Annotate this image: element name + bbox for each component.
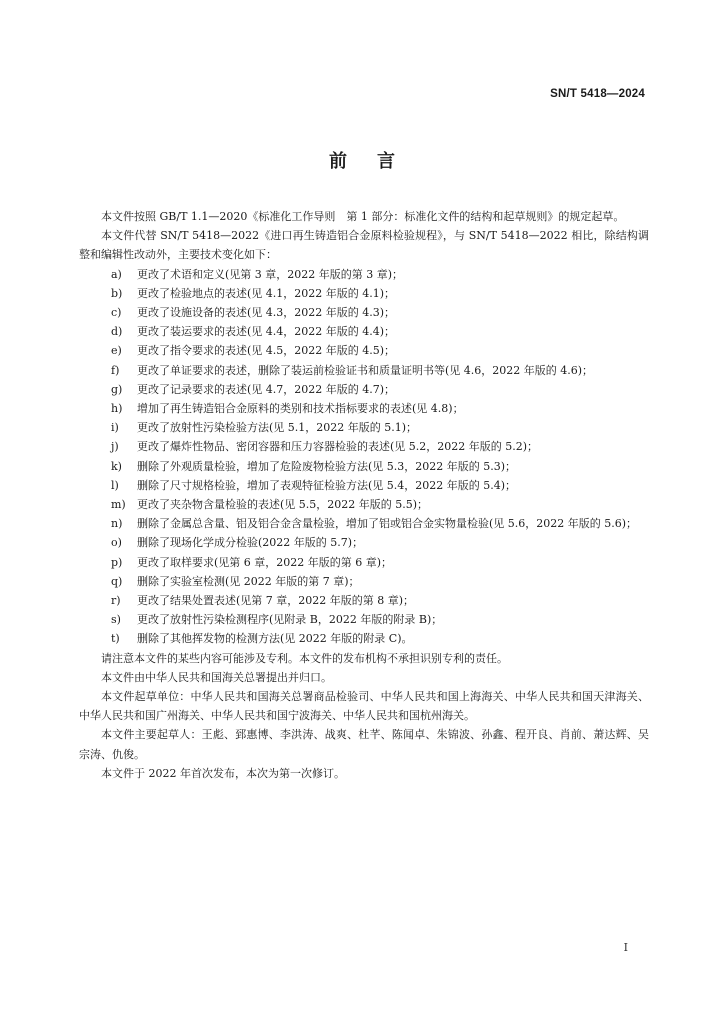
intro-paragraph-drafting-rules: 本文件按照 GB/T 1.1—2020《标准化工作导则 第 1 部分：标准化文件的结构和起草规则》的规定起草。 <box>101 210 625 223</box>
drafting-units: 本文件起草单位：中华人民共和国海关总署商品检验司、中华人民共和国上海海关、中华人民共和国天津海关、中华人民共和国广州海关、中华人民共和国宁波海关、中华人民共和国杭州海关。 <box>79 690 649 723</box>
list-item <box>79 533 649 552</box>
list-item-text: 删除了实验室检测(见 2022 年版的第 7 章)； <box>137 574 360 588</box>
list-item <box>79 437 649 456</box>
revision-history: 本文件于 2022 年首次发布，本次为第一次修订。 <box>101 766 345 780</box>
list-item <box>79 341 649 360</box>
list-item <box>79 457 649 476</box>
list-marker: a) <box>111 267 122 281</box>
list-marker: m) <box>111 498 126 512</box>
list-item-text: 更改了术语和定义(见第 3 章，2022 年版的第 3 章)； <box>137 267 404 281</box>
list-marker: n) <box>111 517 123 531</box>
list-item <box>79 418 649 437</box>
list-item-text: 更改了取样要求(见第 6 章，2022 年版的第 6 章)； <box>137 555 393 569</box>
list-item-text: 更改了设施设备的表述(见 4.3，2022 年版的 4.3)； <box>137 306 396 320</box>
page-number: I <box>623 941 628 954</box>
list-item <box>79 380 649 399</box>
list-marker: g) <box>111 382 123 396</box>
list-marker: h) <box>111 402 123 416</box>
technical-changes-list <box>79 265 649 649</box>
list-item-text: 删除了现场化学成分检验(2022 年版的 5.7)； <box>137 536 364 550</box>
intro-paragraph-replacement: 本文件代替 SN/T 5418—2022《进口再生铸造铝合金原料检验规程》，与 SN/T 5418—2022 相比，除结构调整和编辑性改动外，主要技术变化如下： <box>79 229 649 262</box>
list-item <box>79 591 649 610</box>
list-marker: e) <box>111 344 122 358</box>
page-title: 前言 <box>329 151 425 172</box>
list-marker: p) <box>111 555 123 569</box>
list-marker: r) <box>111 594 121 608</box>
standard-code: SN/T 5418—2024 <box>550 88 645 100</box>
list-item-text: 更改了记录要求的表述(见 4.7，2022 年版的 4.7)； <box>137 382 396 396</box>
list-item-text: 更改了夹杂物含量检验的表述(见 5.5，2022 年版的 5.5)； <box>137 498 429 512</box>
list-item-text: 更改了检验地点的表述(见 4.1，2022 年版的 4.1)； <box>137 286 396 300</box>
list-item-text: 更改了爆炸性物品、密闭容器和压力容器检验的表述(见 5.2，2022 年版的 5.2)； <box>137 440 539 454</box>
list-item <box>79 514 649 533</box>
list-marker: c) <box>111 306 122 320</box>
list-item-text: 更改了放射性污染检验方法(见 5.1，2022 年版的 5.1)； <box>137 421 418 435</box>
list-item <box>79 284 649 303</box>
list-item <box>79 476 649 495</box>
list-marker: j) <box>111 440 119 454</box>
patent-notice: 请注意本文件的某些内容可能涉及专利。本文件的发布机构不承担识别专利的责任。 <box>101 651 508 665</box>
list-item-text: 更改了放射性污染检测程序(见附录 B，2022 年版的附录 B)； <box>137 613 443 627</box>
list-marker: f) <box>111 363 120 377</box>
list-item-text: 删除了金属总含量、铝及铝合金含量检验，增加了铝或铝合金实物量检验(见 5.6，2022 年版的 5.6)； <box>137 517 638 531</box>
list-item <box>79 322 649 341</box>
list-item <box>79 265 649 284</box>
list-item-text: 更改了指令要求的表述(见 4.5，2022 年版的 4.5)； <box>137 344 396 358</box>
proposer-statement: 本文件由中华人民共和国海关总署提出并归口。 <box>101 670 332 684</box>
list-item <box>79 303 649 322</box>
document-body <box>79 207 649 783</box>
list-marker: t) <box>111 632 120 646</box>
list-item <box>79 399 649 418</box>
list-item-text: 增加了再生铸造铝合金原料的类别和技术指标要求的表述(见 4.8)； <box>137 402 464 416</box>
list-item-text: 删除了外观质量检验，增加了危险废物检验方法(见 5.3，2022 年版的 5.3)； <box>137 459 517 473</box>
list-item-text: 删除了尺寸规格检验，增加了表观特征检验方法(见 5.4，2022 年版的 5.4)； <box>137 478 517 492</box>
list-marker: q) <box>111 574 123 588</box>
list-marker: d) <box>111 325 123 339</box>
drafters: 本文件主要起草人：王彪、郅惠博、李洪涛、战爽、杜芊、陈闻卓、朱锦波、孙鑫、程开良、肖前、萧达辉、吴宗涛、仇俊。 <box>79 728 649 761</box>
list-item-text: 删除了其他挥发物的检测方法(见 2022 年版的附录 C)。 <box>137 632 413 646</box>
list-item <box>79 495 649 514</box>
list-marker: i) <box>111 421 119 435</box>
list-item <box>79 572 649 591</box>
list-marker: l) <box>111 478 119 492</box>
list-marker: s) <box>111 613 121 627</box>
list-item <box>79 361 649 380</box>
list-marker: b) <box>111 286 123 300</box>
list-item <box>79 629 649 648</box>
list-item-text: 更改了单证要求的表述，删除了装运前检验证书和质量证明书等(见 4.6，2022 年版的 4.6)； <box>137 363 594 377</box>
list-item-text: 更改了装运要求的表述(见 4.4，2022 年版的 4.4)； <box>137 325 396 339</box>
list-marker: k) <box>111 459 122 473</box>
list-item-text: 更改了结果处置表述(见第 7 章，2022 年版的第 8 章)； <box>137 594 415 608</box>
list-item <box>79 553 649 572</box>
list-marker: o) <box>111 536 122 550</box>
list-item <box>79 610 649 629</box>
